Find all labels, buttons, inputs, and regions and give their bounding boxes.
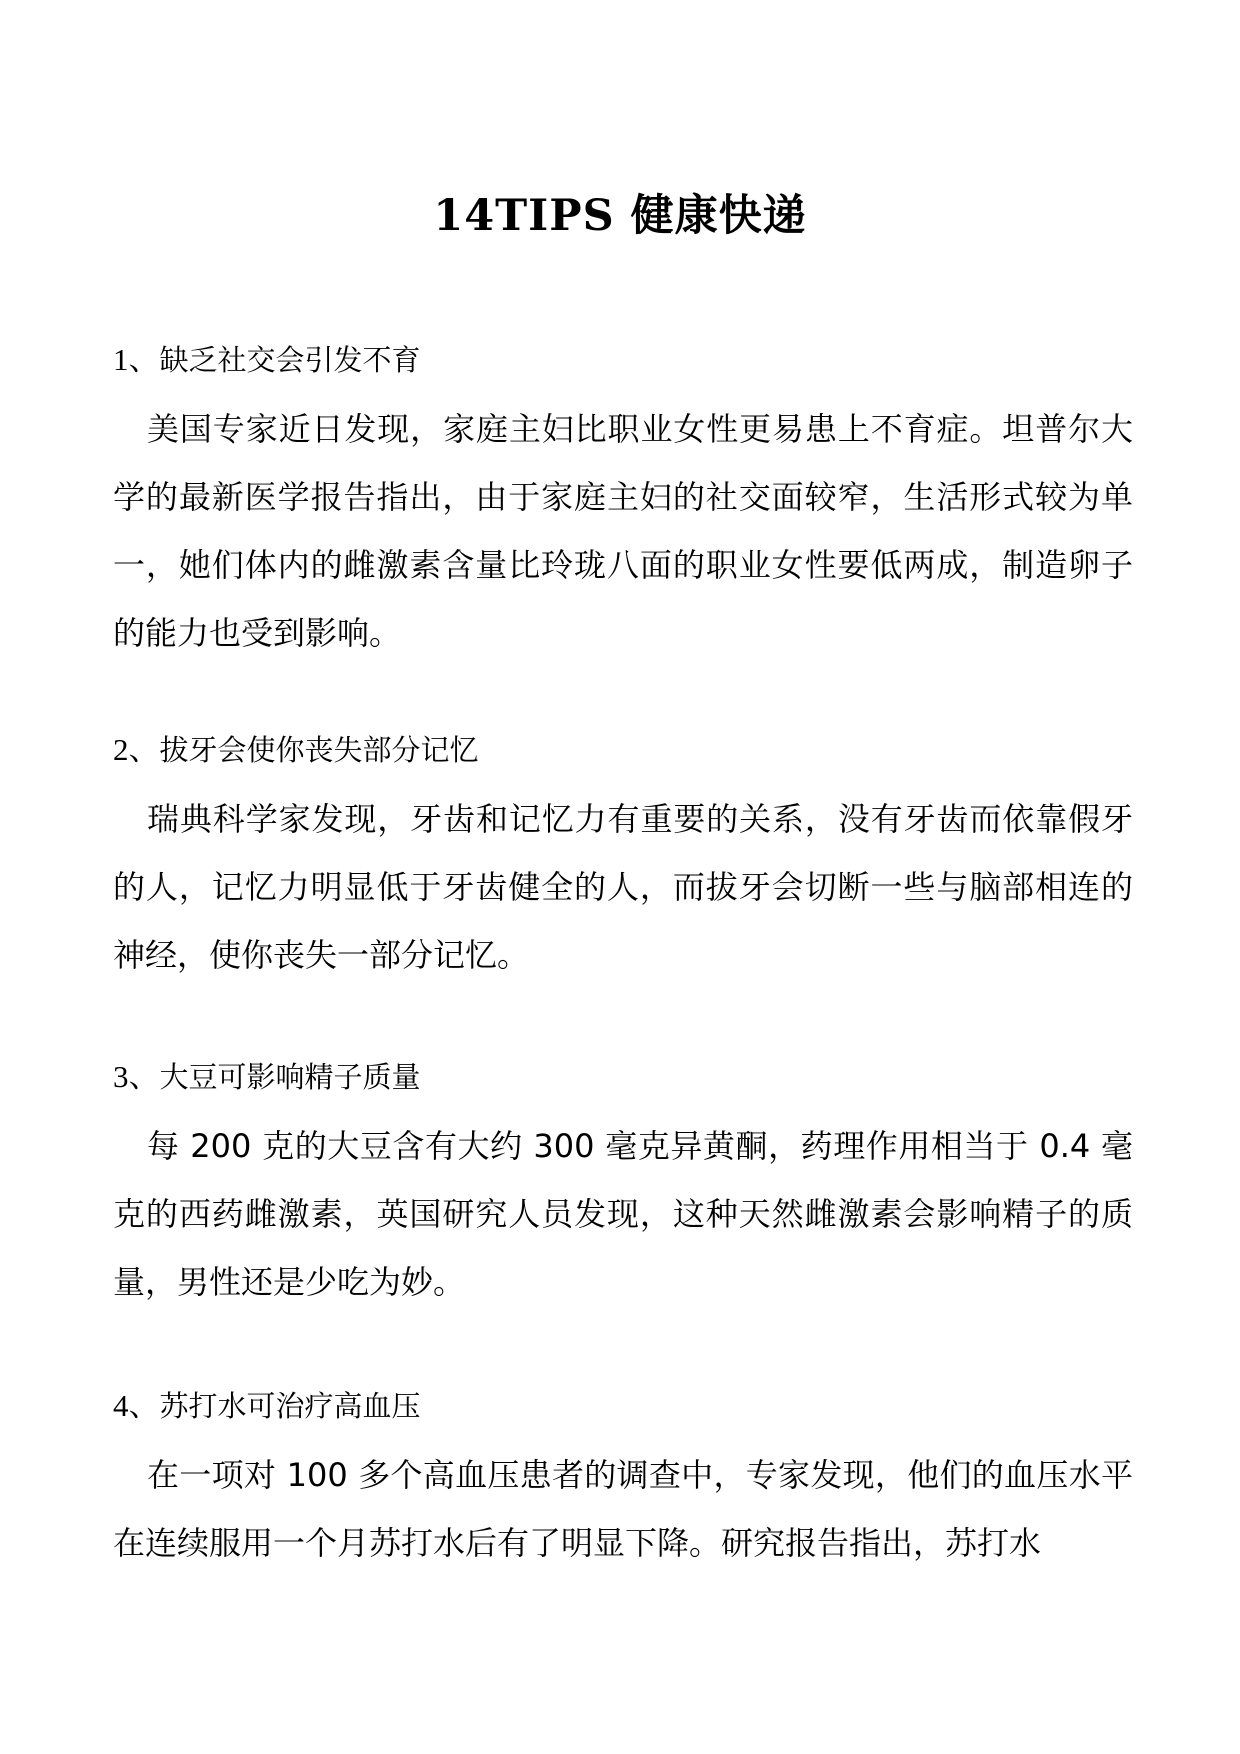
tip-section-1 <box>113 335 1133 667</box>
tip-number: 4、 <box>113 1388 160 1423</box>
tip-heading <box>113 1052 1133 1102</box>
tip-body: 在一项对 100 多个高血压患者的调查中，专家发现，他们的血压水平在连续服用一个月苏打水后有了明显下降。研究报告指出，苏打水 <box>113 1456 1133 1562</box>
tip-number: 2、 <box>113 732 160 767</box>
document-title: 14TIPS 健康快递 <box>433 191 807 241</box>
tip-heading <box>113 1381 1133 1431</box>
tip-number: 1、 <box>113 342 160 377</box>
tip-heading <box>113 335 1133 385</box>
tip-heading-text: 缺乏社交会引发不育 <box>159 343 421 377</box>
tip-number: 3、 <box>113 1059 160 1094</box>
tip-body: 瑞典科学家发现，牙齿和记忆力有重要的关系，没有牙齿而依靠假牙的人，记忆力明显低于牙齿健全的人，而拔牙会切断一些与脑部相连的神经，使你丧失一部分记忆。 <box>113 800 1133 974</box>
tip-heading <box>113 725 1133 775</box>
tip-heading-text: 拔牙会使你丧失部分记忆 <box>159 733 479 767</box>
tip-body: 美国专家近日发现，家庭主妇比职业女性更易患上不育症。坦普尔大学的最新医学报告指出，由于家庭主妇的社交面较窄，生活形式较为单一，她们体内的雌激素含量比玲珑八面的职业女性要低两成，制造卵子的能力也受到影响。 <box>113 410 1133 652</box>
tip-heading-text: 大豆可影响精子质量 <box>159 1060 421 1094</box>
tip-heading-text: 苏打水可治疗高血压 <box>159 1389 421 1423</box>
tip-section-2 <box>113 725 1133 989</box>
tip-section-3 <box>113 1052 1133 1316</box>
tip-body: 每 200 克的大豆含有大约 300 毫克异黄酮，药理作用相当于 0.4 毫克的西药雌激素，英国研究人员发现，这种天然雌激素会影响精子的质量，男性还是少吃为妙。 <box>113 1127 1133 1301</box>
tip-section-4 <box>113 1381 1133 1577</box>
